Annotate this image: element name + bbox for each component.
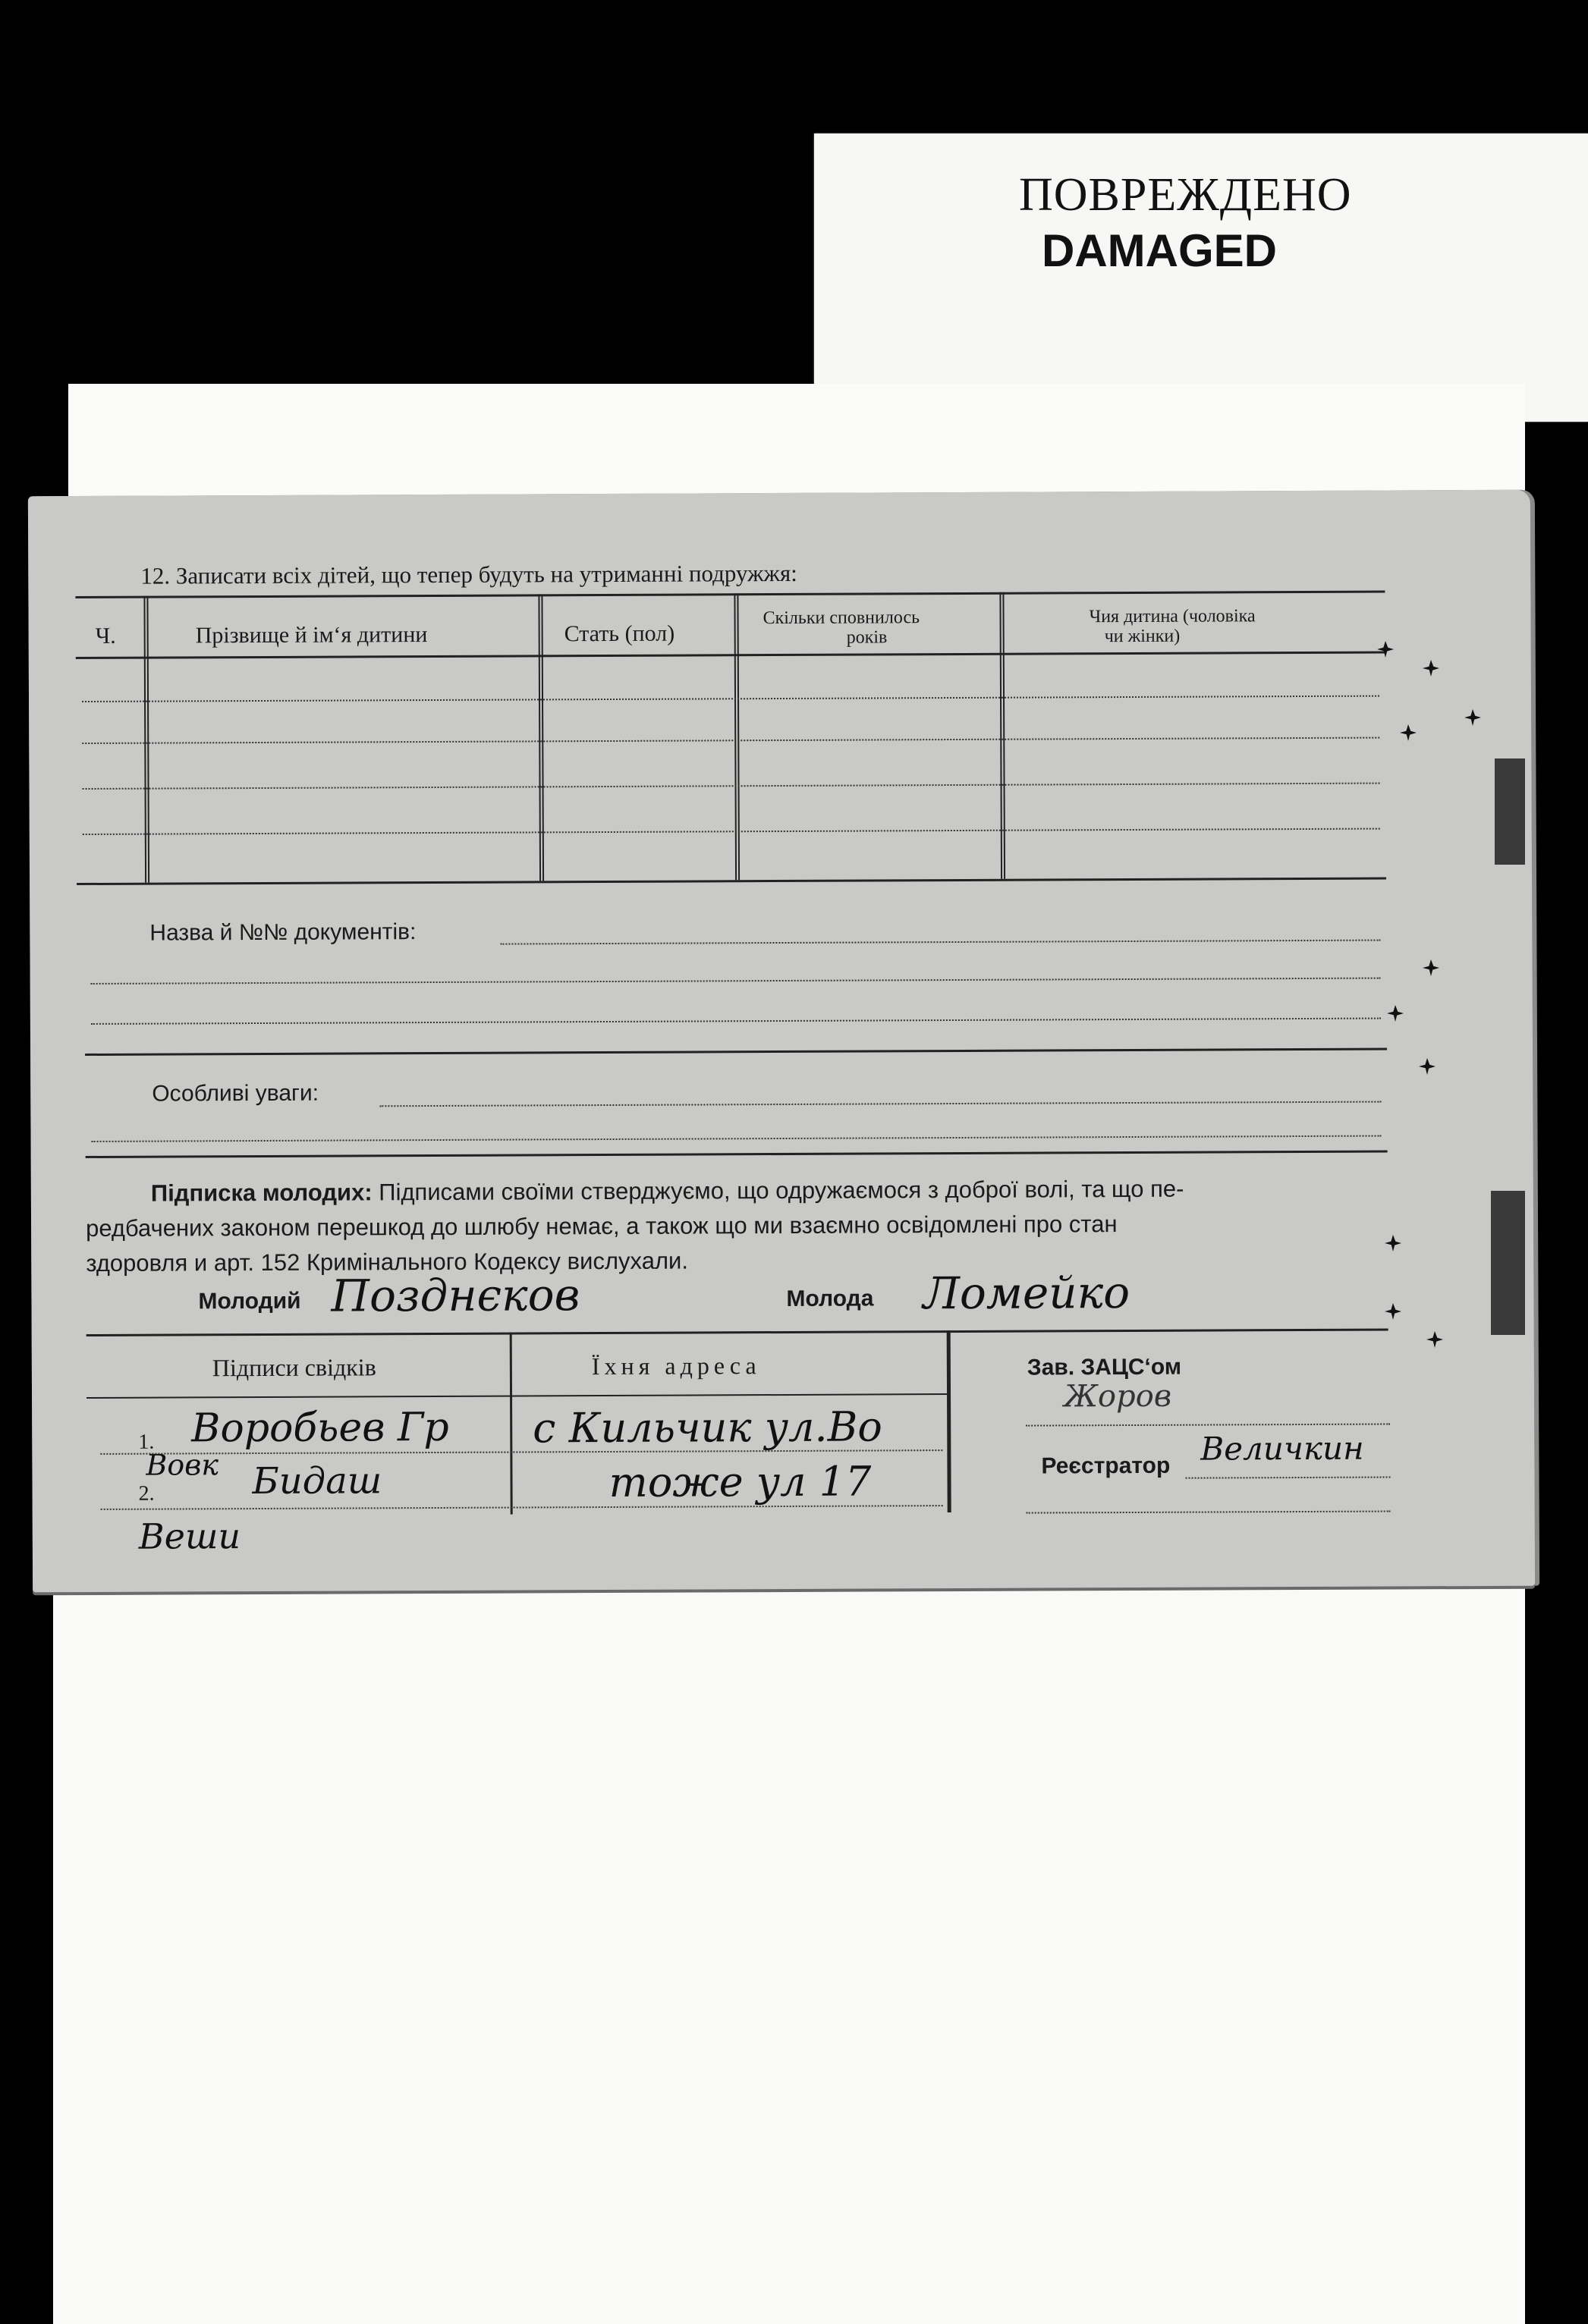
registrar-line bbox=[1186, 1477, 1391, 1479]
damaged-tag bbox=[814, 133, 1588, 422]
witnesses-header-rule bbox=[86, 1393, 947, 1399]
documents-bottom-rule bbox=[85, 1048, 1387, 1056]
address-header: Їхня адреса bbox=[591, 1352, 761, 1380]
documents-label: Назва й №№ документів: bbox=[149, 919, 417, 946]
col-header-age-1: Скільки сповнилось bbox=[763, 608, 920, 629]
witness-bottom-signature: Веши bbox=[138, 1515, 241, 1557]
registration-form-card bbox=[28, 490, 1535, 1593]
clip-shadow bbox=[1495, 758, 1525, 865]
declaration-line-1-wrap bbox=[151, 1176, 1184, 1208]
notes-label: Особливі уваги: bbox=[152, 1080, 319, 1107]
address-2: тоже ул 17 bbox=[608, 1457, 872, 1506]
head-line bbox=[1026, 1424, 1390, 1427]
col-header-whose-1: Чия дитина (чоловіка bbox=[1089, 606, 1256, 627]
clip-shadow bbox=[1491, 1191, 1525, 1335]
bride-label: Молода bbox=[786, 1286, 874, 1311]
notes-bottom-rule bbox=[86, 1151, 1388, 1158]
section-12-heading: 12. Записати всіх дітей, що тепер будуть на утриманні подружжя: bbox=[140, 559, 797, 589]
table-header-rule bbox=[76, 652, 1385, 660]
backing-sheet-lower bbox=[53, 1578, 1517, 2324]
col-sep-2 bbox=[538, 594, 544, 881]
witness-1-signature: Воробьев Гр bbox=[191, 1404, 449, 1452]
notes-line-2 bbox=[92, 1135, 1382, 1142]
declaration-title: Підписка молодих: bbox=[150, 1179, 373, 1207]
col-sep-4 bbox=[999, 592, 1005, 879]
col-sep-1 bbox=[143, 596, 149, 883]
declaration-line-3: здоровля и арт. 152 Кримінального Кодексу вислухали. bbox=[86, 1247, 688, 1277]
registrar-label: Реєстратор bbox=[1041, 1452, 1171, 1479]
table-top-rule bbox=[75, 591, 1385, 599]
table-row-line bbox=[83, 828, 1380, 835]
table-bottom-rule bbox=[77, 878, 1386, 886]
groom-signature: Позднєков bbox=[331, 1269, 580, 1322]
declaration-line-1: Підписами своїми стверджуємо, що одружаємося з доброї волі, та що пе- bbox=[379, 1175, 1184, 1206]
groom-label: Молодий bbox=[198, 1288, 301, 1314]
signatures-top-rule bbox=[86, 1329, 1388, 1336]
damaged-tag-ru: ПОВРЕЖДЕНО bbox=[1019, 169, 1352, 221]
witness-2-signature: Бидаш bbox=[252, 1459, 382, 1503]
witnesses-header: Підписи свідків bbox=[212, 1353, 376, 1382]
col-header-whose-2: чи жінки) bbox=[1104, 626, 1181, 647]
witness-col-sep bbox=[510, 1333, 513, 1515]
col-sep-3 bbox=[734, 593, 740, 880]
damaged-tag-en: DAMAGED bbox=[1042, 225, 1277, 276]
registrar-line-2 bbox=[1027, 1511, 1391, 1514]
col-header-age-2: років bbox=[846, 627, 888, 648]
head-label: Зав. ЗАЦС‘ом bbox=[1027, 1354, 1182, 1380]
head-col-sep bbox=[947, 1330, 951, 1512]
notes-line-1 bbox=[379, 1101, 1381, 1107]
col-header-name: Прізвище й ім‘я дитини bbox=[195, 622, 428, 649]
witness-2-extra-signature: Вовк bbox=[146, 1448, 219, 1482]
table-row-line bbox=[83, 783, 1380, 790]
table-row-line bbox=[82, 737, 1379, 744]
address-1: с Кильчик ул.Во bbox=[533, 1402, 882, 1452]
bride-signature: Ломейко bbox=[923, 1267, 1130, 1320]
head-signature: Жоров bbox=[1063, 1378, 1172, 1415]
declaration-line-2: редбачених законом перешкод до шлюбу немає, а також що ми взаємно освідомлені про стан bbox=[85, 1211, 1118, 1242]
witness-num-1: 1. bbox=[138, 1430, 155, 1454]
documents-line-2 bbox=[91, 978, 1381, 985]
col-header-sex: Стать (пол) bbox=[564, 620, 675, 647]
witness-line-2 bbox=[101, 1505, 943, 1510]
witness-num-2: 2. bbox=[138, 1481, 155, 1506]
documents-line-1 bbox=[500, 940, 1380, 945]
registrar-signature: Величкин bbox=[1200, 1429, 1364, 1468]
col-header-num: Ч. bbox=[95, 623, 116, 649]
table-row-line bbox=[82, 696, 1379, 702]
documents-line-3 bbox=[91, 1018, 1381, 1025]
